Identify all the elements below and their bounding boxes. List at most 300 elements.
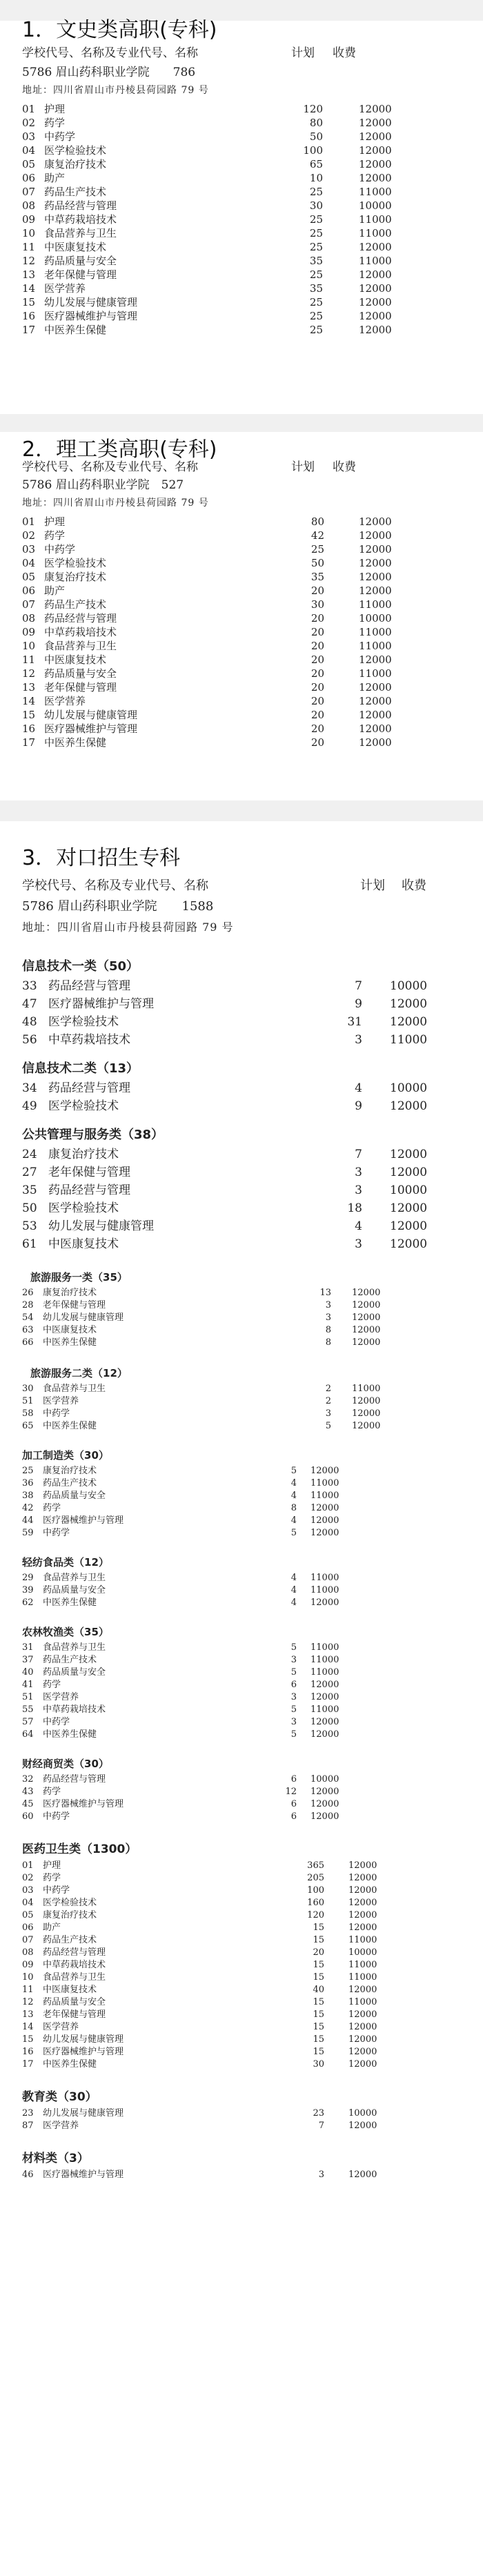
major-name: 幼儿发展与健康管理 <box>43 2108 124 2118</box>
plan-count: 120 <box>307 1910 324 1920</box>
major-name: 医学检验技术 <box>44 557 107 569</box>
major-code: 07 <box>22 1935 34 1945</box>
category-rows <box>0 2169 483 2181</box>
table-row <box>0 323 483 337</box>
plan-count: 35 <box>310 571 324 583</box>
major-name: 药学 <box>43 1787 61 1797</box>
major-name: 医学营养 <box>43 2022 79 2032</box>
major-name: 中医康复技术 <box>43 1985 97 1995</box>
fee-amount: 12000 <box>359 241 392 253</box>
fee-amount: 12000 <box>359 557 392 569</box>
major-name: 药品质量与安全 <box>43 1997 106 2007</box>
table-row <box>0 1798 483 1811</box>
plan-count: 4 <box>290 1478 297 1488</box>
major-name: 医学检验技术 <box>43 1898 97 1908</box>
plan-count: 25 <box>309 324 323 336</box>
plan-count: 7 <box>355 1148 362 1161</box>
fee-amount: 12000 <box>310 1466 339 1476</box>
major-name: 中药学 <box>43 1408 70 1419</box>
plan-count: 3 <box>355 1183 362 1197</box>
table-row <box>0 102 483 116</box>
category-group <box>0 1364 483 1433</box>
plan-count: 10 <box>309 172 323 184</box>
plan-count: 15 <box>313 1972 324 1983</box>
table-row <box>0 1947 483 1959</box>
school-line: 5786 眉山药科职业学院 1588 <box>22 899 214 914</box>
major-name: 康复治疗技术 <box>43 1466 97 1476</box>
major-code: 62 <box>22 1597 34 1608</box>
table-row <box>0 116 483 130</box>
fee-amount: 12000 <box>359 172 392 184</box>
fee-amount: 12000 <box>390 1201 428 1215</box>
plan-count: 20 <box>310 584 324 597</box>
group-block <box>0 1268 483 1433</box>
plan-count: 25 <box>309 186 323 198</box>
section-1-title: 1．文史类高职(专科) <box>22 18 217 42</box>
major-name: 中草药栽培技术 <box>43 1960 106 1970</box>
address-line: 地址：四川省眉山市丹棱县荷园路 79 号 <box>22 921 234 934</box>
major-code: 44 <box>22 1515 34 1526</box>
plan-count: 31 <box>347 1015 362 1029</box>
fee-amount: 12000 <box>348 2022 377 2032</box>
major-code: 03 <box>22 1885 34 1896</box>
fee-amount: 11000 <box>352 1384 381 1394</box>
major-name: 护理 <box>44 103 66 115</box>
major-name: 中医养生保健 <box>43 2059 97 2069</box>
category-rows <box>0 1773 483 1823</box>
major-code: 41 <box>22 1680 34 1690</box>
major-code: 09 <box>22 1960 34 1970</box>
major-name: 老年保健与管理 <box>48 1166 130 1179</box>
major-name: 幼儿发展与健康管理 <box>43 1312 124 1323</box>
table-row <box>0 529 483 542</box>
section-3-groups <box>0 947 483 2181</box>
category-title: 旅游服务一类（35） <box>30 1271 128 1284</box>
major-name: 药品质量与安全 <box>43 1667 106 1678</box>
major-name: 医疗器械维护与管理 <box>43 1799 124 1809</box>
major-name: 中草药栽培技术 <box>43 1704 106 1715</box>
plan-count: 15 <box>313 2034 324 2045</box>
section-2-title: 2．理工类高职(专科) <box>22 437 217 462</box>
major-name: 药品经营与管理 <box>44 199 117 212</box>
table-row <box>0 2009 483 2021</box>
section-2-rows <box>0 515 483 749</box>
plan-count: 15 <box>313 2022 324 2032</box>
table-row <box>0 1691 483 1704</box>
major-name: 药品生产技术 <box>43 1478 97 1488</box>
major-name: 药品经营与管理 <box>43 1774 106 1784</box>
table-row <box>0 1299 483 1312</box>
plan-count: 30 <box>313 2059 324 2069</box>
fee-amount: 10000 <box>348 2108 377 2118</box>
section-2-header <box>0 458 483 477</box>
fee-amount: 12000 <box>348 1860 377 1871</box>
table-row <box>0 1235 483 1253</box>
table-row <box>0 1996 483 2009</box>
plan-count: 8 <box>290 1503 297 1513</box>
plan-count: 2 <box>325 1396 331 1406</box>
section-1-header <box>0 44 483 63</box>
fee-amount: 12000 <box>310 1692 339 1702</box>
major-code: 12 <box>22 255 36 267</box>
table-row <box>0 570 483 584</box>
plan-count: 3 <box>355 1166 362 1179</box>
table-row <box>0 1013 483 1031</box>
table-row <box>0 1324 483 1337</box>
category-rows <box>0 1383 483 1433</box>
plan-count: 6 <box>290 1774 297 1784</box>
table-row <box>0 625 483 639</box>
category-title: 加工制造类（30） <box>22 1449 109 1462</box>
table-row <box>0 2120 483 2132</box>
plan-count: 50 <box>309 130 323 143</box>
major-code: 01 <box>22 1860 34 1871</box>
major-code: 36 <box>22 1478 34 1488</box>
major-name: 药品质量与安全 <box>44 667 117 680</box>
fee-amount: 12000 <box>359 268 392 281</box>
major-code: 10 <box>22 640 36 652</box>
fee-amount: 10000 <box>390 1081 428 1095</box>
fee-amount: 11000 <box>310 1491 339 1501</box>
category-title: 公共管理与服务类（38） <box>22 1128 164 1142</box>
plan-count: 7 <box>318 2121 324 2131</box>
fee-amount: 12000 <box>348 1923 377 1933</box>
major-code: 48 <box>22 1015 37 1029</box>
major-code: 24 <box>22 1148 37 1161</box>
major-code: 07 <box>22 186 36 198</box>
plan-count: 100 <box>303 144 323 157</box>
col-fee: 收费 <box>333 460 356 474</box>
major-name: 中医康复技术 <box>48 1237 119 1251</box>
plan-count: 2 <box>325 1384 331 1394</box>
table-row <box>0 680 483 694</box>
major-code: 17 <box>22 324 36 336</box>
major-code: 14 <box>22 282 36 295</box>
category-title: 旅游服务二类（12） <box>30 1367 128 1379</box>
table-row <box>0 736 483 749</box>
table-row <box>0 1217 483 1235</box>
major-name: 药品经营与管理 <box>43 1947 106 1958</box>
major-name: 药品质量与安全 <box>43 1585 106 1595</box>
plan-count: 40 <box>313 1985 324 1995</box>
table-row <box>0 226 483 240</box>
group-block <box>0 1446 483 1823</box>
category-rows <box>0 1572 483 1609</box>
table-row <box>0 584 483 598</box>
major-code: 03 <box>22 130 36 143</box>
major-code: 11 <box>22 241 36 253</box>
major-name: 老年保健与管理 <box>44 268 117 281</box>
major-name: 中药学 <box>43 1811 70 1822</box>
major-code: 29 <box>22 1573 34 1583</box>
table-row <box>0 977 483 995</box>
table-row <box>0 1597 483 1609</box>
major-name: 助产 <box>44 584 66 597</box>
major-name: 中医养生保健 <box>44 736 107 749</box>
table-row <box>0 2034 483 2046</box>
table-row <box>0 2169 483 2181</box>
fee-amount: 12000 <box>359 653 392 666</box>
table-row <box>0 1097 483 1115</box>
fee-amount: 12000 <box>359 529 392 542</box>
plan-count: 25 <box>309 213 323 226</box>
plan-count: 42 <box>310 529 324 542</box>
fee-amount: 12000 <box>390 1166 428 1179</box>
major-name: 医学营养 <box>44 282 86 295</box>
major-name: 药学 <box>43 1873 61 1883</box>
table-row <box>0 254 483 268</box>
major-name: 中药学 <box>43 1717 70 1727</box>
table-row <box>0 694 483 708</box>
table-row <box>0 1642 483 1654</box>
major-code: 17 <box>22 2059 34 2069</box>
plan-count: 20 <box>310 612 324 625</box>
fee-amount: 11000 <box>359 255 392 267</box>
major-code: 07 <box>22 598 36 611</box>
plan-count: 15 <box>313 1997 324 2007</box>
table-row <box>0 1654 483 1666</box>
major-name: 医疗器械维护与管理 <box>43 2047 124 2057</box>
table-row <box>0 1572 483 1584</box>
plan-count: 4 <box>290 1491 297 1501</box>
fee-amount: 12000 <box>359 681 392 694</box>
plan-count: 18 <box>347 1201 362 1215</box>
fee-amount: 12000 <box>348 1873 377 1883</box>
plan-count: 20 <box>310 653 324 666</box>
fee-amount: 12000 <box>359 310 392 322</box>
plan-count: 20 <box>310 709 324 721</box>
major-name: 医学营养 <box>43 1396 79 1406</box>
fee-amount: 12000 <box>390 1237 428 1251</box>
table-row <box>0 171 483 185</box>
major-name: 中药学 <box>43 1528 70 1538</box>
plan-count: 3 <box>325 1408 331 1419</box>
major-name: 药品生产技术 <box>43 1935 97 1945</box>
table-row <box>0 1199 483 1217</box>
fee-amount: 10000 <box>390 1183 428 1197</box>
fee-amount: 12000 <box>352 1421 381 1431</box>
category-group <box>0 2087 483 2132</box>
major-name: 护理 <box>43 1860 61 1871</box>
plan-count: 3 <box>325 1300 331 1310</box>
school-line: 5786 眉山药科职业学院 527 <box>22 478 184 492</box>
fee-amount: 11000 <box>390 1033 428 1047</box>
major-name: 食品营养与卫生 <box>44 227 117 239</box>
col-plan: 计划 <box>291 46 315 60</box>
fee-amount: 12000 <box>310 1597 339 1608</box>
table-row <box>0 1922 483 1934</box>
plan-count: 50 <box>310 557 324 569</box>
major-code: 15 <box>22 709 36 721</box>
plan-count: 3 <box>355 1237 362 1251</box>
table-row <box>0 1972 483 1984</box>
fee-amount: 12000 <box>359 117 392 129</box>
fee-amount: 11000 <box>359 213 392 226</box>
category-group <box>0 1125 483 1253</box>
plan-count: 20 <box>310 667 324 680</box>
fee-amount: 12000 <box>352 1337 381 1348</box>
table-row <box>0 1287 483 1299</box>
category-title: 教育类（30） <box>22 2090 97 2104</box>
table-row <box>0 2021 483 2034</box>
plan-count: 9 <box>355 997 362 1011</box>
fee-amount: 11000 <box>359 626 392 638</box>
major-name: 药品经营与管理 <box>44 612 117 625</box>
fee-amount: 12000 <box>348 2121 377 2131</box>
table-row <box>0 1079 483 1097</box>
fee-amount: 11000 <box>348 1960 377 1970</box>
major-name: 医学营养 <box>43 2121 79 2131</box>
fee-amount: 12000 <box>390 997 428 1011</box>
major-code: 02 <box>22 117 36 129</box>
fee-amount: 12000 <box>359 571 392 583</box>
major-code: 15 <box>22 296 36 308</box>
school-line: 5786 眉山药科职业学院 786 <box>22 66 196 79</box>
fee-amount: 11000 <box>348 1997 377 2007</box>
plan-count: 3 <box>318 2170 324 2180</box>
fee-amount: 12000 <box>310 1729 339 1740</box>
major-name: 药品生产技术 <box>43 1655 97 1665</box>
major-name: 中医养生保健 <box>43 1597 97 1608</box>
plan-count: 20 <box>310 722 324 735</box>
major-code: 63 <box>22 1325 34 1335</box>
major-code: 43 <box>22 1787 34 1797</box>
fee-amount: 11000 <box>359 667 392 680</box>
plan-count: 35 <box>309 255 323 267</box>
table-row <box>0 213 483 226</box>
plan-count: 4 <box>290 1585 297 1595</box>
table-row <box>0 515 483 529</box>
fee-amount: 11000 <box>359 640 392 652</box>
plan-count: 15 <box>313 2047 324 2057</box>
major-code: 33 <box>22 979 37 993</box>
table-row <box>0 130 483 144</box>
major-name: 中医养生保健 <box>43 1729 97 1740</box>
plan-count: 6 <box>290 1799 297 1809</box>
major-name: 幼儿发展与健康管理 <box>48 1219 154 1233</box>
major-name: 康复治疗技术 <box>43 1910 97 1920</box>
major-code: 05 <box>22 1910 34 1920</box>
major-name: 食品营养与卫生 <box>43 1384 106 1394</box>
fee-amount: 11000 <box>348 1972 377 1983</box>
major-code: 05 <box>22 571 36 583</box>
major-name: 食品营养与卫生 <box>43 1573 106 1583</box>
table-row <box>0 1934 483 1947</box>
plan-count: 13 <box>319 1288 331 1298</box>
category-rows <box>0 977 483 1049</box>
category-group <box>0 1446 483 1540</box>
plan-count: 3 <box>355 1033 362 1047</box>
plan-count: 23 <box>313 2108 324 2118</box>
major-code: 15 <box>22 2034 34 2045</box>
table-row <box>0 1773 483 1786</box>
fee-amount: 12000 <box>348 1985 377 1995</box>
fee-amount: 10000 <box>348 1947 377 1958</box>
table-row <box>0 268 483 282</box>
table-row <box>0 1729 483 1741</box>
fee-amount: 11000 <box>310 1478 339 1488</box>
major-name: 老年保健与管理 <box>43 2009 106 2020</box>
major-code: 60 <box>22 1811 34 1822</box>
major-code: 08 <box>22 199 36 212</box>
fee-amount: 12000 <box>359 709 392 721</box>
table-row <box>0 2046 483 2058</box>
major-name: 中医康复技术 <box>44 653 107 666</box>
plan-count: 35 <box>309 282 323 295</box>
plan-count: 4 <box>290 1573 297 1583</box>
major-code: 06 <box>22 1923 34 1933</box>
table-row <box>0 1477 483 1490</box>
plan-count: 25 <box>309 296 323 308</box>
major-name: 老年保健与管理 <box>43 1300 106 1310</box>
major-name: 中草药栽培技术 <box>48 1033 130 1047</box>
major-name: 幼儿发展与健康管理 <box>44 709 138 721</box>
fee-amount: 11000 <box>310 1573 339 1583</box>
major-name: 老年保健与管理 <box>44 681 117 694</box>
fee-amount: 12000 <box>310 1515 339 1526</box>
fee-amount: 11000 <box>359 227 392 239</box>
major-code: 25 <box>22 1466 34 1476</box>
fee-amount: 11000 <box>310 1667 339 1678</box>
major-name: 药品经营与管理 <box>48 979 130 993</box>
table-row <box>0 1679 483 1691</box>
category-group <box>0 1755 483 1823</box>
major-name: 康复治疗技术 <box>43 1288 97 1298</box>
table-row <box>0 1666 483 1679</box>
table-row <box>0 1584 483 1597</box>
major-code: 28 <box>22 1300 34 1310</box>
table-row <box>0 282 483 295</box>
plan-count: 9 <box>355 1099 362 1113</box>
fee-amount: 12000 <box>352 1325 381 1335</box>
major-code: 39 <box>22 1585 34 1595</box>
fee-amount: 12000 <box>359 324 392 336</box>
table-row <box>0 1337 483 1349</box>
plan-count: 30 <box>309 199 323 212</box>
major-code: 11 <box>22 653 36 666</box>
category-title: 财经商贸类（30） <box>22 1758 109 1770</box>
major-name: 幼儿发展与健康管理 <box>44 296 138 308</box>
plan-count: 5 <box>290 1704 297 1715</box>
plan-count: 3 <box>290 1692 297 1702</box>
category-rows <box>0 1465 483 1540</box>
plan-count: 20 <box>310 640 324 652</box>
plan-count: 30 <box>310 598 324 611</box>
major-code: 31 <box>22 1642 34 1653</box>
major-code: 46 <box>22 2170 34 2180</box>
major-code: 30 <box>22 1384 34 1394</box>
major-name: 药品经营与管理 <box>48 1183 130 1197</box>
plan-count: 20 <box>310 736 324 749</box>
table-row <box>0 144 483 157</box>
major-code: 03 <box>22 543 36 555</box>
col-plan: 计划 <box>360 878 385 893</box>
fee-amount: 12000 <box>310 1717 339 1727</box>
col-fee: 收费 <box>333 46 356 60</box>
fee-amount: 12000 <box>359 144 392 157</box>
category-title: 材料类（3） <box>22 2152 89 2165</box>
major-code: 06 <box>22 584 36 597</box>
table-row <box>0 653 483 667</box>
fee-amount: 10000 <box>390 979 428 993</box>
major-name: 医学营养 <box>44 695 86 707</box>
plan-count: 8 <box>325 1337 331 1348</box>
fee-amount: 12000 <box>359 543 392 555</box>
major-code: 53 <box>22 1219 37 1233</box>
table-row <box>0 295 483 309</box>
fee-amount: 12000 <box>359 296 392 308</box>
category-title: 轻纺食品类（12） <box>22 1556 109 1569</box>
